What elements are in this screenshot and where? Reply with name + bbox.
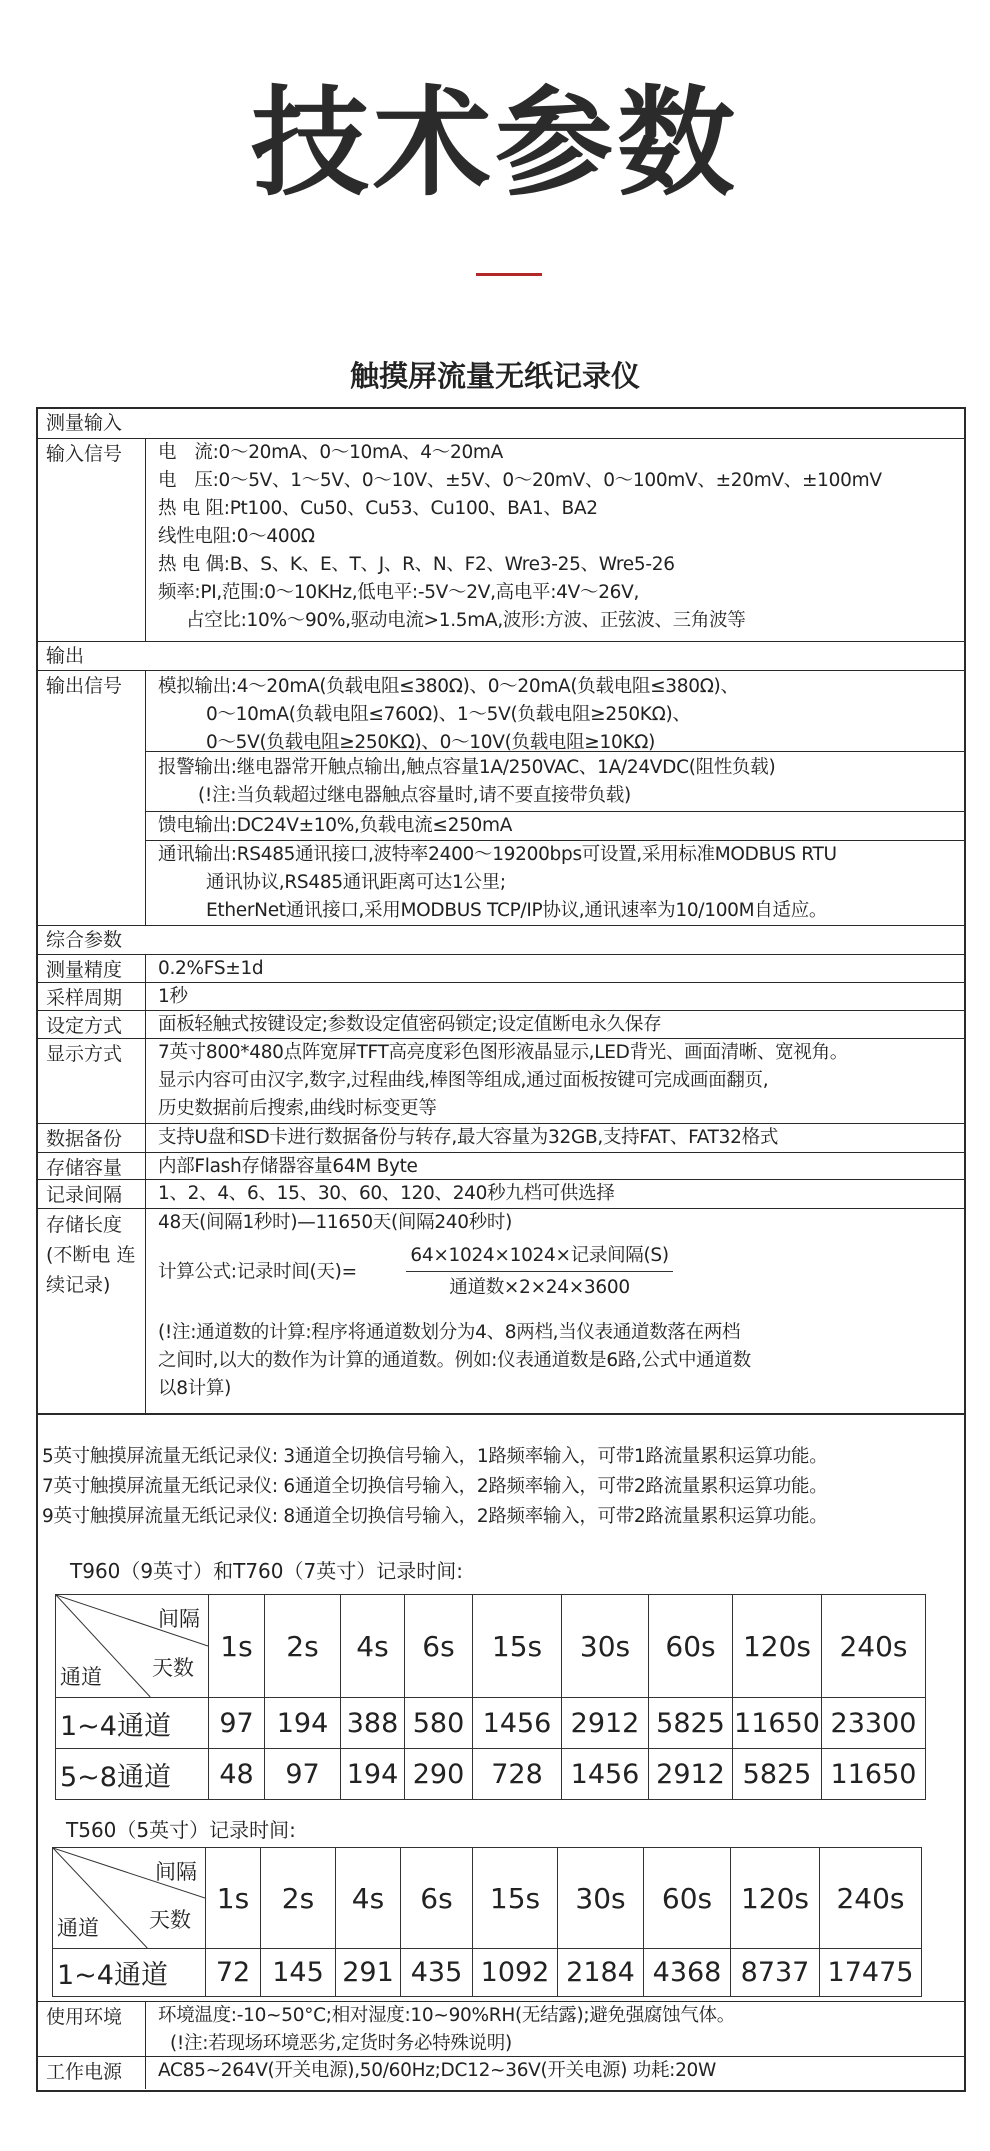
row-label: 存储容量 (38, 1153, 146, 1179)
interval-header: 1s (206, 1848, 261, 1949)
header-row (56, 1595, 926, 1698)
row-label: (不断电 (46, 1244, 111, 1266)
display-line: 显示内容可由汉字,数字,过程曲线,棒图等组成,通过面板按键可完成画面翻页, (158, 1070, 769, 1091)
row-value: 1、2、4、6、15、30、60、120、240秒九档可供选择 (158, 1183, 615, 1204)
environment-line: (!注:若现场环境恶劣,定货时务必特殊说明) (170, 2033, 512, 2054)
record-time-table-t560 (52, 1847, 922, 1997)
days-cell: 291 (336, 1949, 401, 1997)
section-measure-input: 测量输入 (38, 409, 964, 439)
table2-heading: T560（5英寸）记录时间: (66, 1818, 296, 1842)
table-row (53, 1949, 922, 1997)
formula-fraction (406, 1241, 672, 1304)
days-cell: 97 (209, 1698, 265, 1749)
note-line: (!注:通道数的计算:程序将通道数划分为4、8两档,当仪表通道数落在两档 (158, 1322, 741, 1343)
row-value: 面板轻触式按键设定;参数设定值密码锁定;设定值断电永久保存 (158, 1014, 662, 1035)
days-cell: 290 (405, 1749, 473, 1800)
row-value: AC85~264V(开关电源),50/60Hz;DC12~36V(开关电源) 功耗:20W (158, 2060, 717, 2081)
interval-header: 240s (820, 1848, 922, 1949)
interval-header: 60s (649, 1595, 733, 1698)
product-line: 5英寸触摸屏流量无纸记录仪: 3通道全切换信号输入，1路频率输入，可带1路流量累积运算功能。 (42, 1446, 828, 1467)
note-line: 以8计算) (158, 1378, 231, 1399)
row-value: 支持U盘和SD卡进行数据备份与转存,最大容量为32GB,支持FAT、FAT32格式 (158, 1127, 779, 1148)
days-cell: 145 (261, 1949, 336, 1997)
interval-header: 120s (733, 1595, 822, 1698)
row-label: 输入信号 (38, 439, 146, 641)
interval-header: 15s (473, 1595, 562, 1698)
display-line: 历史数据前后搜索,曲线时标变更等 (158, 1098, 437, 1119)
table-row (56, 1698, 926, 1749)
input-line: 占空比:10%～90%,驱动电流>1.5mA,波形:方波、正弦波、三角波等 (186, 610, 746, 631)
row-value: 内部Flash存储器容量64M Byte (158, 1156, 418, 1177)
row-setting (38, 1011, 964, 1039)
days-cell: 5825 (649, 1698, 733, 1749)
comm-output-line: EtherNet通讯接口,采用MODBUS TCP/IP协议,通讯速率为10/100M自适应。 (206, 900, 828, 921)
days-cell: 97 (265, 1749, 341, 1800)
row-label: 存储长度 (46, 1214, 123, 1236)
table-row (56, 1749, 926, 1800)
environment-line: 环境温度:-10~50°C;相对湿度:10~90%RH(无结露);避免强腐蚀气体。 (158, 2005, 735, 2026)
input-line: 热 电 阻:Pt100、Cu50、Cu53、Cu100、BA1、BA2 (158, 498, 598, 519)
corner-channels-label: 通道 (60, 1665, 102, 1689)
row-capacity (38, 1153, 964, 1180)
interval-header: 6s (405, 1595, 473, 1698)
row-input-signal (38, 439, 964, 642)
row-label: 记录间隔 (38, 1180, 146, 1208)
interval-header: 15s (473, 1848, 558, 1949)
days-cell: 1456 (562, 1749, 649, 1800)
corner-interval-label: 间隔 (158, 1607, 200, 1631)
section-output: 输出 (38, 642, 964, 671)
alarm-output-line: 报警输出:继电器常开触点输出,触点容量1A/250VAC、1A/24VDC(阻性负载) (158, 757, 776, 778)
row-label: 5~8通道 (56, 1749, 209, 1800)
product-line: 7英寸触摸屏流量无纸记录仪: 6通道全切换信号输入，2路频率输入，可带2路流量累积运算功能。 (42, 1476, 828, 1497)
storage-range: 48天(间隔1秒时)—11650天(间隔240秒时) (158, 1212, 513, 1233)
corner-header (56, 1595, 209, 1698)
row-value: 1秒 (158, 986, 188, 1007)
days-cell: 1456 (473, 1698, 562, 1749)
row-display (38, 1039, 964, 1124)
days-cell: 388 (341, 1698, 405, 1749)
row-label: 设定方式 (38, 1011, 146, 1038)
interval-header: 2s (261, 1848, 336, 1949)
alarm-output-line: (!注:当负载超过继电器触点容量时,请不要直接带负载) (198, 785, 631, 806)
analog-output-line: 0～5V(负载电阻≥250KΩ)、0～10V(负载电阻≥10KΩ) (206, 732, 656, 753)
days-cell: 5825 (733, 1749, 822, 1800)
input-line: 电 流:0～20mA、0～10mA、4～20mA (158, 442, 503, 463)
corner-header (53, 1848, 206, 1949)
page-title: 技术参数 (250, 74, 739, 212)
row-label: 数据备份 (38, 1124, 146, 1152)
formula-numerator: 64×1024×1024×记录间隔(S) (406, 1241, 672, 1272)
days-cell: 728 (473, 1749, 562, 1800)
corner-days-label: 天数 (149, 1907, 191, 1932)
product-title: 触摸屏流量无纸记录仪 (349, 359, 640, 393)
row-label: 显示方式 (38, 1039, 146, 1123)
formula-denominator: 通道数×2×24×3600 (449, 1277, 630, 1298)
days-cell: 11650 (733, 1698, 822, 1749)
corner-days-label: 天数 (152, 1655, 194, 1680)
input-line: 电 压:0～5V、1～5V、0～10V、±5V、0～20mV、0～100mV、±20mV、±100mV (158, 470, 882, 491)
note-line: 之间时,以大的数作为计算的通道数。例如:仪表通道数是6路,公式中通道数 (158, 1350, 751, 1371)
comm-output-line: 通讯协议,RS485通讯距离可达1公里; (206, 872, 506, 893)
days-cell: 2912 (562, 1698, 649, 1749)
formula (158, 1241, 964, 1311)
interval-header: 120s (731, 1848, 820, 1949)
row-label: 1~4通道 (53, 1949, 206, 1997)
interval-header: 1s (209, 1595, 265, 1698)
input-line: 热 电 偶:B、S、K、E、T、J、R、N、F2、Wre3-25、Wre5-26 (158, 554, 675, 575)
days-cell: 580 (405, 1698, 473, 1749)
interval-header: 240s (822, 1595, 926, 1698)
days-cell: 4368 (644, 1949, 731, 1997)
corner-interval-label: 间隔 (155, 1860, 197, 1884)
row-storage-length (38, 1209, 964, 1415)
interval-header: 30s (562, 1595, 649, 1698)
days-cell: 1092 (473, 1949, 558, 1997)
title-divider (476, 273, 542, 276)
days-cell: 2184 (558, 1949, 644, 1997)
row-output-signal (38, 671, 964, 926)
row-label: 采样周期 (38, 983, 146, 1010)
days-cell: 194 (265, 1698, 341, 1749)
row-precision (38, 955, 964, 983)
interval-header: 4s (341, 1595, 405, 1698)
display-line: 7英寸800*480点阵宽屏TFT高亮度彩色图形液晶显示,LED背光、画面清晰、宽视角。 (158, 1042, 848, 1063)
row-value: 0.2%FS±1d (158, 958, 264, 979)
interval-header: 60s (644, 1848, 731, 1949)
days-cell: 48 (209, 1749, 265, 1800)
corner-channels-label: 通道 (57, 1916, 99, 1940)
days-cell: 8737 (731, 1949, 820, 1997)
row-interval (38, 1180, 964, 1209)
interval-header: 30s (558, 1848, 644, 1949)
feed-output: 馈电输出:DC24V±10%,负载电流≤250mA (158, 815, 513, 836)
product-line: 9英寸触摸屏流量无纸记录仪: 8通道全切换信号输入，2路频率输入，可带2路流量累积运算功能。 (42, 1506, 828, 1527)
header-row (53, 1848, 922, 1949)
section-general: 综合参数 (38, 926, 964, 955)
days-cell: 435 (401, 1949, 473, 1997)
row-label: 使用环境 (38, 2002, 146, 2056)
input-line: 线性电阻:0～400Ω (158, 526, 315, 547)
row-label: 1~4通道 (56, 1698, 209, 1749)
table1-heading: T960（9英寸）和T760（7英寸）记录时间: (70, 1559, 463, 1583)
row-sampling (38, 983, 964, 1011)
formula-label: 计算公式:记录时间(天)= (158, 1261, 357, 1283)
record-time-table-t960-t760 (55, 1594, 926, 1800)
days-cell: 2912 (649, 1749, 733, 1800)
row-backup (38, 1124, 964, 1153)
interval-header: 4s (336, 1848, 401, 1949)
analog-output-line: 模拟输出:4～20mA(负载电阻≤380Ω)、0～20mA(负载电阻≤380Ω)、 (158, 676, 739, 697)
interval-header: 6s (401, 1848, 473, 1949)
row-label: 连续记录) (46, 1244, 136, 1296)
days-cell: 72 (206, 1949, 261, 1997)
row-label: 工作电源 (38, 2057, 146, 2089)
row-environment (38, 2002, 964, 2057)
days-cell: 194 (341, 1749, 405, 1800)
days-cell: 17475 (820, 1949, 922, 1997)
analog-output-line: 0～10mA(负载电阻≤760Ω)、1～5V(负载电阻≥250KΩ)、 (206, 704, 691, 725)
row-label: 测量精度 (38, 955, 146, 982)
interval-header: 2s (265, 1595, 341, 1698)
row-label: 输出信号 (38, 671, 146, 925)
row-power (38, 2057, 964, 2089)
days-cell: 11650 (822, 1749, 926, 1800)
comm-output-line: 通讯输出:RS485通讯接口,波特率2400～19200bps可设置,采用标准MODBUS RTU (158, 844, 837, 865)
input-line: 频率:PI,范围:0～10KHz,低电平:-5V～2V,高电平:4V～26V, (158, 582, 640, 603)
days-cell: 23300 (822, 1698, 926, 1749)
